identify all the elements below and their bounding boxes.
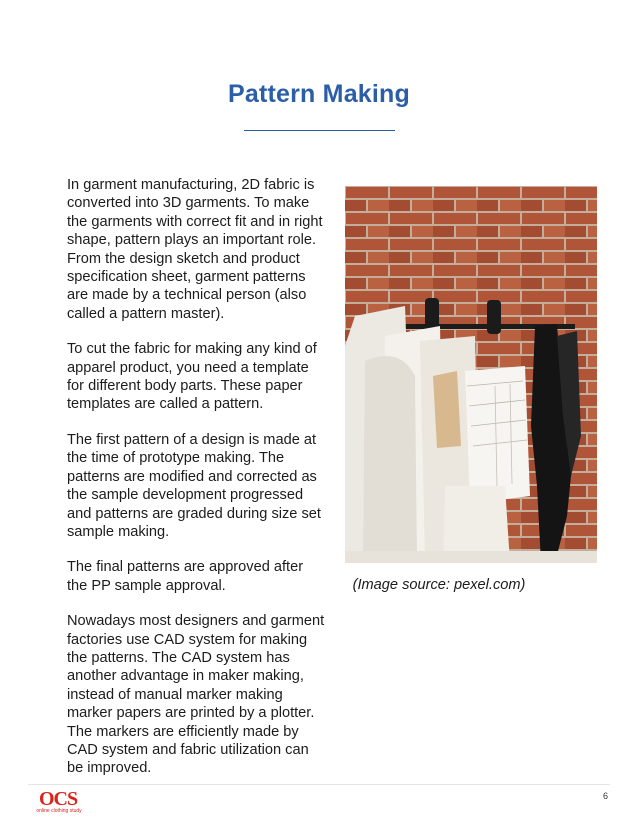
paragraph-cad: Nowadays most designers and garment factories use CAD system for making the patterns. The CAD system has another advantage in maker making, instead of manual marker making marker papers are printed by a plotter. The markers are efficiently made by CAD system and fabric utilization can be improved. [67, 613, 325, 777]
title-underline [244, 130, 395, 131]
logo-subtext: online clothing study [36, 808, 82, 814]
logo-text: OCS [38, 788, 78, 810]
page-number: 6 [602, 791, 608, 801]
image-caption: (Image source: pexel.com) [352, 577, 526, 593]
paragraph-first-pattern: The first pattern of a design is made at the time of prototype making. The patterns are modified and corrected as the sample development progressed and patterns are graded during size set sample making. [67, 431, 321, 540]
paragraph-final-pattern: The final patterns are approved after the PP sample approval. [67, 559, 304, 594]
ocs-logo [30, 789, 88, 817]
paragraph-intro: In garment manufacturing, 2D fabric is converted into 3D garments. To make the garments with correct fit and in right shape, pattern plays an important role. From the design sketch and product specification sheet, garment patterns are made by a technical person (also called a pattern master). [67, 177, 323, 322]
page-title: Pattern Making [228, 80, 410, 108]
footer-divider [28, 784, 610, 785]
paragraph-template: To cut the fabric for making any kind of apparel product, you need a template for different body parts. These paper templates are called a pattern. [67, 341, 317, 413]
pattern-photo-illustration [345, 186, 597, 563]
pattern-photo [345, 186, 597, 563]
body-text [67, 176, 325, 795]
